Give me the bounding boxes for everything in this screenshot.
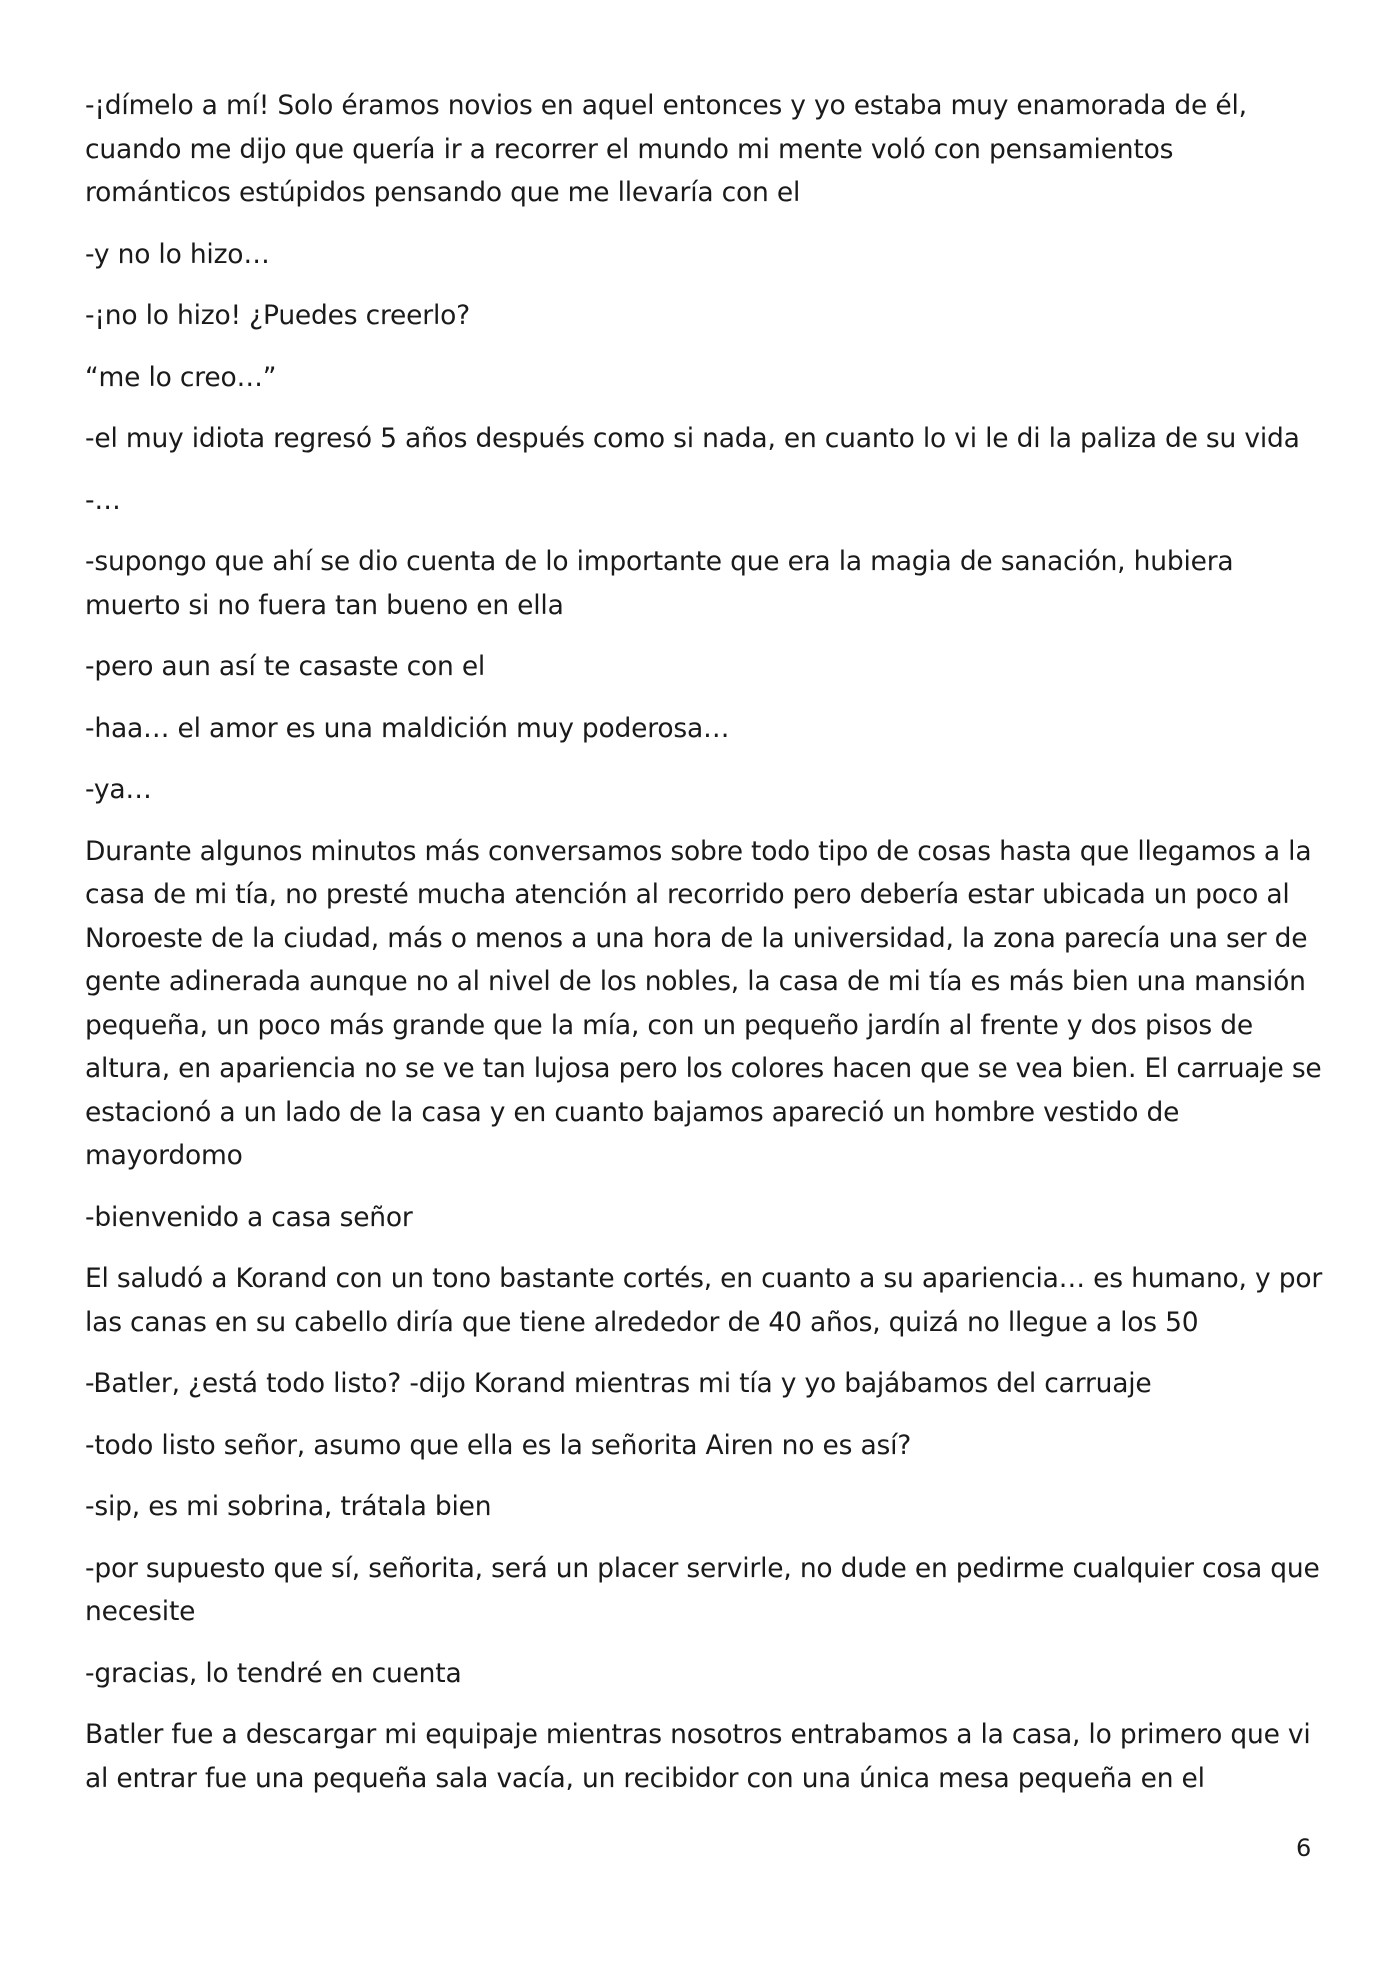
paragraph-2: -y no lo hizo…: [85, 238, 270, 270]
paragraph-6: -…: [85, 484, 121, 516]
paragraph-14: -Batler, ¿está todo listo? -dijo Korand mientras mi tía y yo bajábamos del carruaje: [85, 1368, 1152, 1399]
paragraph-7: -supongo que ahí se dio cuenta de lo importante que era la magia de sanación, hubiera muerto si no fuera tan bueno en ella: [85, 546, 1234, 621]
paragraph-4: “me lo creo…”: [85, 361, 277, 393]
paragraph-3: -¡no lo hizo! ¿Puedes creerlo?: [85, 300, 471, 331]
paragraph-19: Batler fue a descargar mi equipaje mientras nosotros entrabamos a la casa, lo primero que vi al entrar fue una pequeña sala vacía, un recibidor con una única mesa pequeña en el: [85, 1719, 1311, 1794]
page-body: [85, 84, 1325, 1818]
paragraph-13: El saludó a Korand con un tono bastante cortés, en cuanto a su apariencia… es humano, y por las canas en su cabello diría que tiene alrededor de 40 años, quizá no llegue a los 50: [85, 1263, 1323, 1338]
page-number: 6: [1296, 1834, 1312, 1862]
paragraph-12: -bienvenido a casa señor: [85, 1201, 413, 1233]
paragraph-8: -pero aun así te casaste con el: [85, 651, 486, 682]
paragraph-18: -gracias, lo tendré en cuenta: [85, 1657, 462, 1689]
paragraph-17: -por supuesto que sí, señorita, será un placer servirle, no dude en pedirme cualquier cosa que necesite: [85, 1552, 1320, 1627]
paragraph-1: -¡dímelo a mí! Solo éramos novios en aquel entonces y yo estaba muy enamorada de él, cuando me dijo que quería ir a recorrer el mundo mi mente voló con pensamientos románticos estúpidos pensando que me llevaría con el: [85, 90, 1247, 208]
paragraph-15: -todo listo señor, asumo que ella es la señorita Airen no es así?: [85, 1429, 912, 1461]
paragraph-9: -haa… el amor es una maldición muy poderosa…: [85, 712, 730, 744]
paragraph-5: -el muy idiota regresó 5 años después como si nada, en cuanto lo vi le di la paliza de su vida: [85, 423, 1300, 454]
paragraph-16: -sip, es mi sobrina, trátala bien: [85, 1491, 492, 1522]
paragraph-11: Durante algunos minutos más conversamos sobre todo tipo de cosas hasta que llegamos a la casa de mi tía, no presté mucha atención al recorrido pero debería estar ubicada un poco al Noroeste de la ciudad, más o menos a una hora de la universidad, la zona parecía una ser de gente adinerada aunque no al nivel de los nobles, la casa de mi tía es más bien una mansión pequeña, un poco más grande que la mía, con un pequeño jardín al frente y dos pisos de altura, en apariencia no se ve tan lujosa pero los colores hacen que se vea bien. El carruaje se estacionó a un lado de la casa y en cuanto bajamos apareció un hombre vestido de mayordomo: [85, 835, 1322, 1171]
paragraph-10: -ya…: [85, 774, 152, 805]
